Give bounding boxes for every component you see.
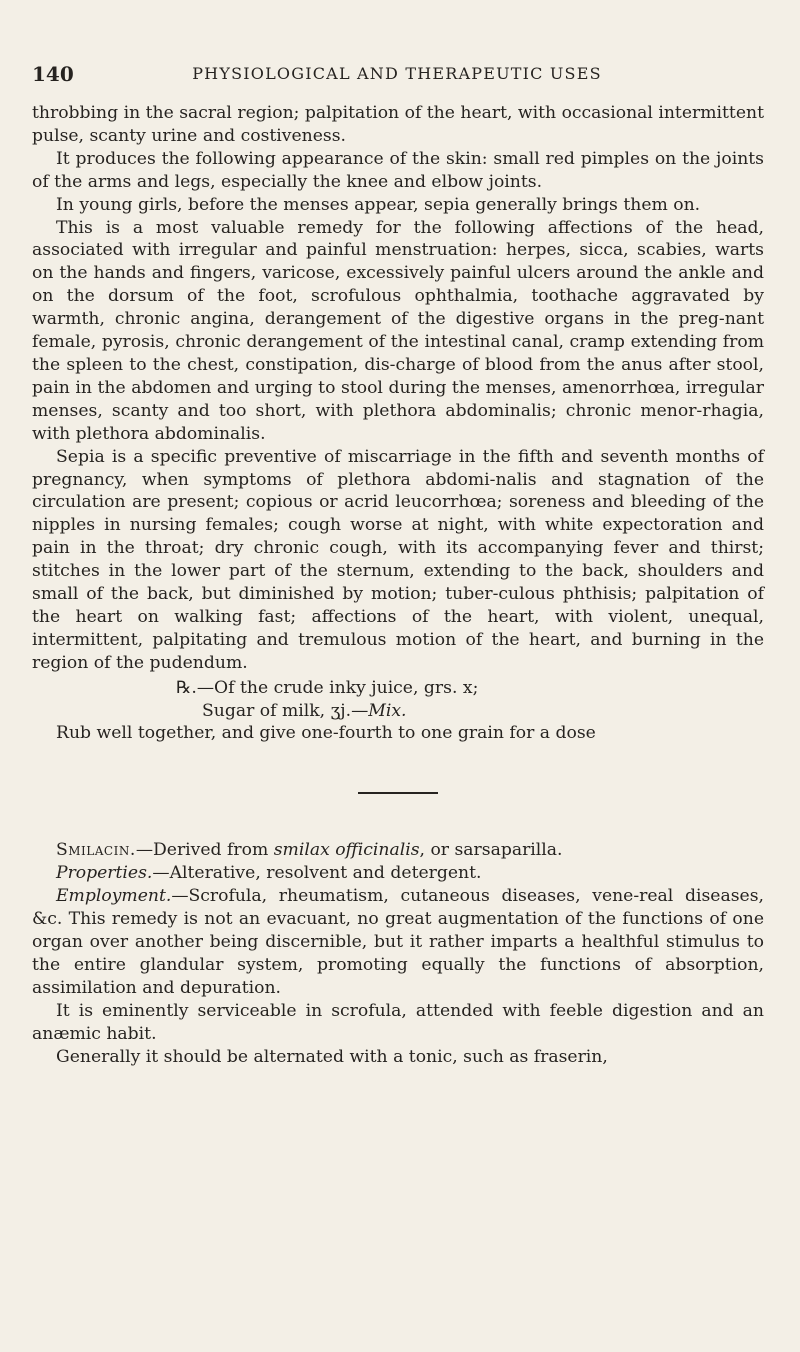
employment-text: —Scrofula, rheumatism, cutaneous diseases, vene-real diseases, &c. This remedy is not an evacuant, no great augmentation of the functions of one organ over another being discernible, but it rather imparts a healthful stimulus to the entire glandular system, promoting equally the functions of absorption, assimilation and depuration. [32,886,764,998]
prescription-block [32,677,764,723]
properties-label: Properties. [56,863,153,884]
smilacin-source: smilax officinalis [273,840,420,861]
prescription-line-1: ℞.—Of the crude inky juice, grs. x; [176,677,479,698]
sepia-continuation-paragraph: throbbing in the sacral region; palpitation of the heart, with occasional intermittent pulse, scanty urine and costiveness. [32,103,764,146]
smilacin-employment-paragraph [32,885,764,1000]
sepia-girls-paragraph: In young girls, before the menses appear, sepia generally brings them on. [56,194,701,215]
sepia-affections-paragraph: This is a most valuable remedy for the following affections of the head, associated with irregular and painful menstruation: herpes, sicca, scabies, warts on the hands and fingers, varicose, excessively painful ulcers around the ankle and on the dorsum of the foot, scrofulous ophthalmia, toothache aggravated by warmth, chronic angina, derangement of the digestive organs in the preg-nant female, pyrosis, chronic derangement of the intestinal canal, cramp extending from the spleen to the chest, constipation, dis-charge of blood from the anus after stool, pain in the abdomen and urging to stool during the menses, amenorrhœa, irregular menses, scanty and too short, with plethora abdominalis; chronic menor-rhagia, with plethora abdominalis. [32,217,764,444]
prescription-mix: Mix. [368,700,407,721]
employment-label: Employment. [56,886,172,907]
prescription-line-2 [32,700,764,723]
sepia-dose-paragraph: Rub well together, and give one-fourth to one grain for a dose [56,723,596,744]
sepia-skin-paragraph: It produces the following appearance of the skin: small red pimples on the joints of the arms and legs, especially the knee and elbow joints. [32,148,764,192]
smilacin-alternate-paragraph: Generally it should be alternated with a tonic, such as fraserin, [56,1046,608,1067]
smilacin-scrofula-paragraph: It is eminently serviceable in scrofula, attended with feeble digestion and an anæmic habit. [32,1000,764,1044]
page-body [32,102,764,1068]
prescription-line-2-text: Sugar of milk, ʒj.— [202,700,369,721]
smilacin-properties-paragraph [32,862,764,885]
properties-text: —Alterative, resolvent and detergent. [152,863,482,884]
page-header [32,62,762,88]
smilacin-intro-tail: , or sarsaparilla. [419,840,563,861]
smilacin-heading-paragraph [32,839,764,862]
sepia-miscarriage-paragraph: Sepia is a specific preventive of miscarriage in the fifth and seventh months of pregnancy, when symptoms of plethora abdomi-nalis and stagnation of the circulation are present; copious or acrid leucorrhœa; soreness and bleeding of the nipples in nursing females; cough worse at night, with white expectoration and pain in the throat; dry chronic cough, with its accompanying fever and thirst; stitches in the lower part of the sternum, extending to the back, shoulders and small of the back, but diminished by motion; tuber-culous phthisis; palpitation of the heart on walking fast; affections of the heart, with violent, unequal, intermittent, palpitating and tremulous motion of the heart, and burning in the region of the pudendum. [32,446,764,673]
smilacin-intro: —Derived from [135,840,274,861]
smilacin-heading: Smilacin. [56,840,136,861]
page-number: 140 [32,62,74,86]
running-title: PHYSIOLOGICAL AND THERAPEUTIC USES [192,64,602,83]
section-divider [358,792,438,794]
